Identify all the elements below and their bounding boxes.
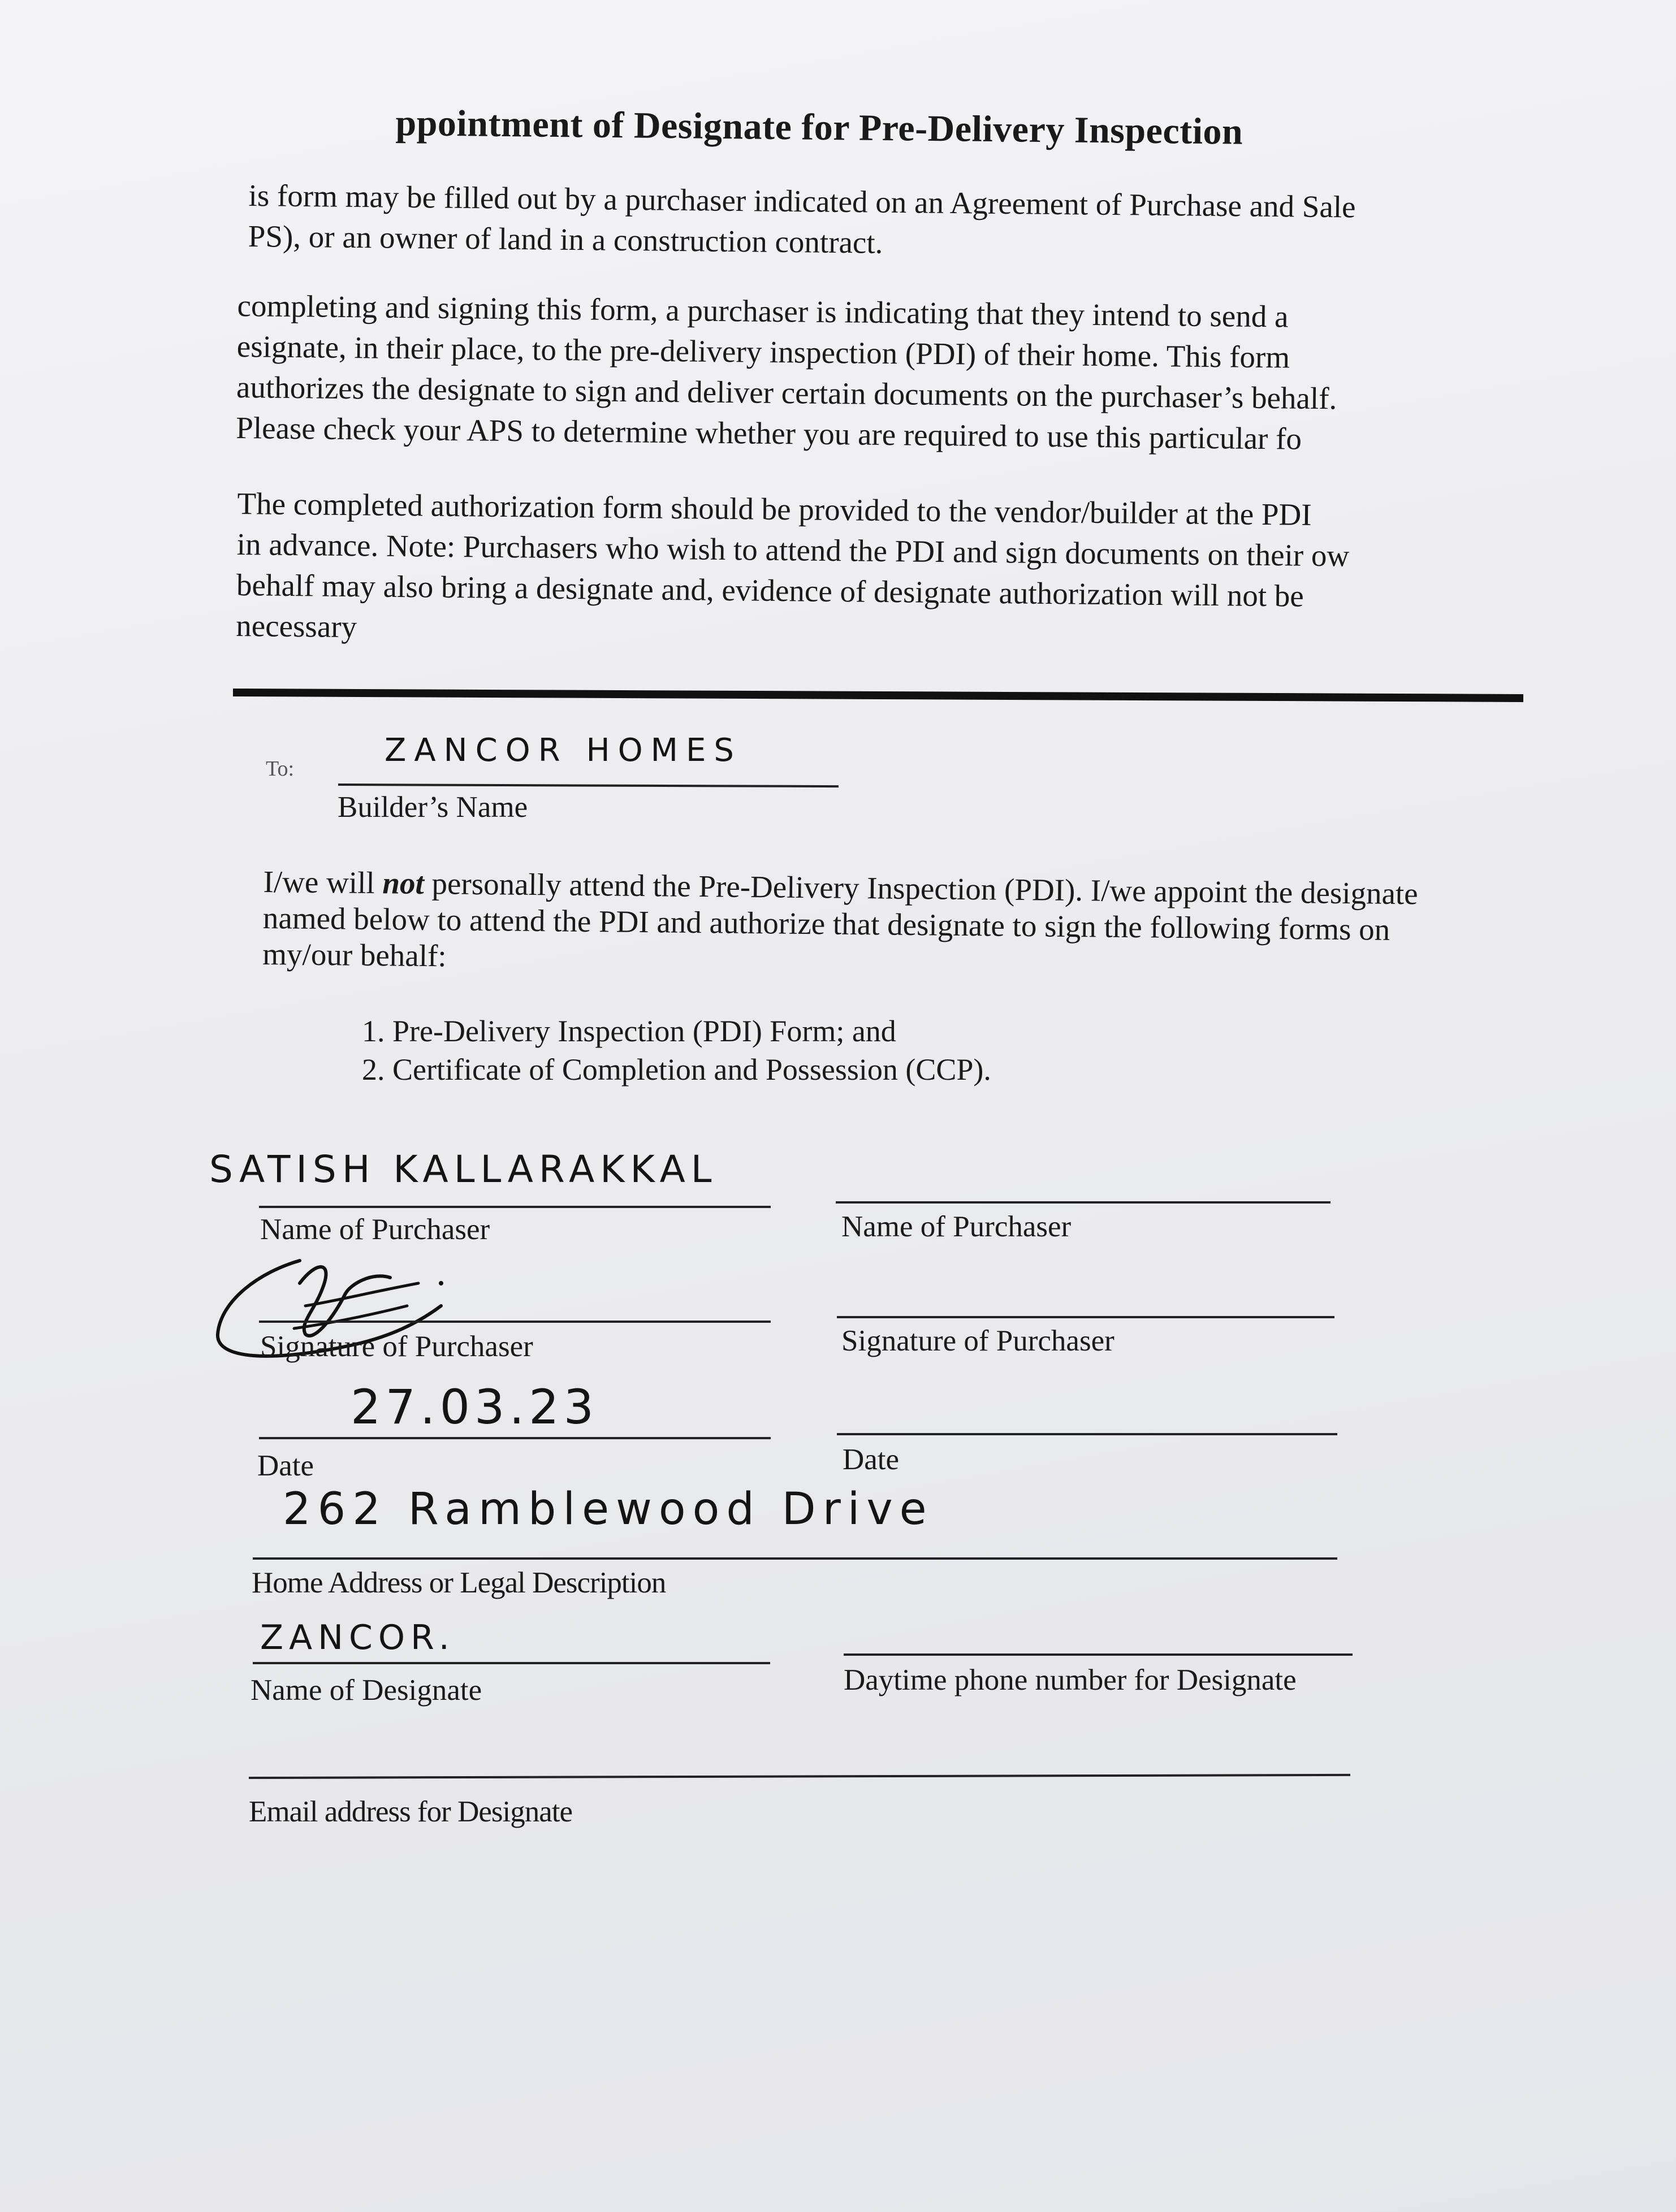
note-paragraph bbox=[236, 483, 1498, 659]
purchaser-2-signature-line[interactable] bbox=[837, 1316, 1334, 1318]
home-address-label: Home Address or Legal Description bbox=[252, 1566, 666, 1599]
purchaser-1-name-label: Name of Purchaser bbox=[260, 1213, 490, 1246]
note-line: necessary bbox=[236, 608, 357, 644]
designate-name-label: Name of Designate bbox=[250, 1674, 482, 1707]
appointment-line: named below to attend the PDI and authorize that designate to sign the following forms on bbox=[262, 900, 1390, 947]
appointment-paragraph bbox=[262, 864, 1507, 985]
builder-name-line bbox=[338, 783, 839, 787]
appointment-line: my/our behalf: bbox=[262, 936, 447, 973]
designate-name-value[interactable]: ZANCOR. bbox=[260, 1618, 455, 1657]
appointment-not: not bbox=[382, 865, 425, 901]
designate-phone-line[interactable] bbox=[844, 1653, 1353, 1656]
builder-prefix: To: bbox=[266, 757, 295, 781]
note-line: The completed authorization form should be provided to the vendor/builder at the PDI bbox=[237, 486, 1312, 532]
intro-paragraph bbox=[248, 175, 1509, 270]
date-2-label: Date bbox=[843, 1443, 900, 1476]
designate-email-label: Email address for Designate bbox=[249, 1795, 572, 1828]
home-address-line bbox=[253, 1557, 1337, 1560]
appointment-text: I/we will bbox=[263, 864, 383, 901]
section-divider bbox=[233, 689, 1523, 702]
designate-name-line bbox=[253, 1662, 770, 1664]
forms-list bbox=[362, 1012, 991, 1089]
date-2-line[interactable] bbox=[837, 1433, 1337, 1435]
purchaser-2-name-label: Name of Purchaser bbox=[841, 1210, 1072, 1243]
purchaser-1-name-line bbox=[259, 1206, 771, 1208]
form-title: ppointment of Designate for Pre-Delivery Inspection bbox=[395, 102, 1243, 153]
purpose-line: esignate, in their place, to the pre-delivery inspection (PDI) of their home. This form bbox=[236, 328, 1290, 375]
purchaser-1-name-value[interactable]: SATISH KALLARAKKAL bbox=[209, 1148, 718, 1191]
date-1-line bbox=[259, 1437, 771, 1439]
note-line: behalf may also bring a designate and, evidence of designate authorization will not be bbox=[236, 567, 1304, 613]
list-item: 1. Pre-Delivery Inspection (PDI) Form; and bbox=[362, 1014, 896, 1048]
purpose-line: authorizes the designate to sign and deliver certain documents on the purchaser’s behalf. bbox=[236, 369, 1337, 416]
purchaser-2-name-line[interactable] bbox=[836, 1201, 1331, 1204]
intro-line: is form may be filled out by a purchaser indicated on an Agreement of Purchase and Sale bbox=[248, 178, 1356, 224]
home-address-value[interactable]: 262 Ramblewood Drive bbox=[283, 1484, 934, 1535]
purchaser-1-signature-line bbox=[259, 1321, 771, 1323]
purpose-line: completing and signing this form, a purchaser is indicating that they intend to send a bbox=[237, 288, 1289, 334]
builder-name-label: Builder’s Name bbox=[338, 791, 528, 824]
builder-name-value[interactable]: ZANCOR HOMES bbox=[385, 732, 742, 769]
date-value[interactable]: 27.03.23 bbox=[351, 1379, 599, 1435]
purchaser-2-signature-label: Signature of Purchaser bbox=[841, 1324, 1115, 1357]
designate-email-line[interactable] bbox=[249, 1774, 1350, 1779]
purpose-line: Please check your APS to determine whether you are required to use this particular fo bbox=[236, 410, 1302, 456]
appointment-text: personally attend the Pre-Delivery Inspection (PDI). I/we appoint the designate bbox=[424, 865, 1418, 911]
note-line: in advance. Note: Purchasers who wish to attend the PDI and sign documents on their ow bbox=[236, 526, 1350, 573]
intro-line: PS), or an owner of land in a construction contract. bbox=[248, 218, 883, 260]
designate-phone-label: Daytime phone number for Designate bbox=[844, 1664, 1297, 1696]
purchaser-1-signature-label: Signature of Purchaser bbox=[260, 1330, 533, 1363]
purpose-paragraph bbox=[236, 285, 1498, 461]
list-item: 2. Certificate of Completion and Possession (CCP). bbox=[362, 1053, 991, 1086]
date-1-label: Date bbox=[257, 1449, 314, 1482]
